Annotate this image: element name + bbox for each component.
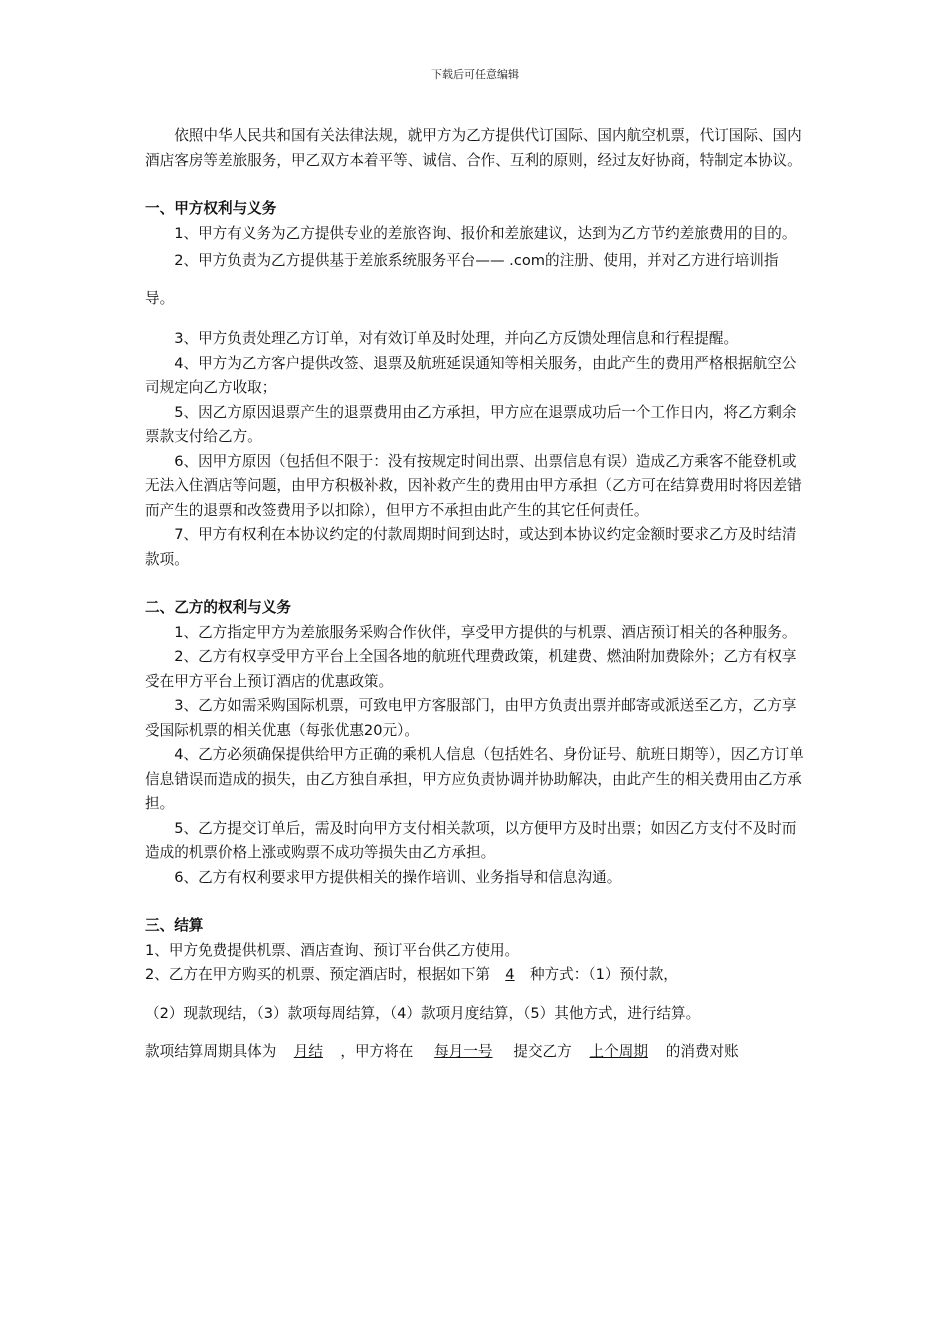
item2-suffix: 种方式：（1）预付款， xyxy=(529,966,678,983)
period-value: 月结 xyxy=(293,1043,323,1060)
period-suffix: 的消费对账 xyxy=(665,1043,739,1060)
page-header: 下载后可任意编辑 xyxy=(431,68,519,81)
section-1-item: 5、因乙方原因退票产生的退票费用由乙方承担，甲方应在退票成功后一个工作日内，将乙方剩余票款支付给乙方。 xyxy=(145,403,797,445)
period-mid: ，甲方将在 xyxy=(340,1043,414,1060)
period-prefix: 款项结算周期具体为 xyxy=(145,1043,277,1060)
section-2-item: 6、乙方有权利要求甲方提供相关的操作培训、业务指导和信息沟通。 xyxy=(174,868,622,886)
intro-paragraph: 依照中华人民共和国有关法律法规，就甲方为乙方提供代订国际、国内航空机票，代订国际、国内酒店客房等差旅服务，甲乙双方本着平等、诚信、合作、互利的原则，经过友好协商，特制定本协议。 xyxy=(145,127,802,169)
section-1-item: 2、甲方负责为乙方提供基于差旅系统服务平台—— .com的注册、使用，并对乙方进行培训指导。 xyxy=(145,252,779,307)
settlement-period-line xyxy=(145,1040,807,1065)
section-1-item: 4、甲方为乙方客户提供改签、退票及航班延误通知等相关服务，由此产生的费用严格根据航空公司规定向乙方收取； xyxy=(145,354,797,396)
section-1-item: 7、甲方有权利在本协议约定的付款周期时间到达时，或达到本协议约定金额时要求乙方及时结清款项。 xyxy=(145,526,797,568)
section-1-item: 6、因甲方原因（包括但不限于：没有按规定时间出票、出票信息有误）造成乙方乘客不能登机或无法入住酒店等问题，由甲方积极补救，因补救产生的费用由甲方承担（乙方可在结算费用时将因差错而产生的退票和改签费用予以扣除），但甲方不承担由此产生的其它任何责任。 xyxy=(145,452,802,519)
item2-prefix: 2、乙方在甲方购买的机票、预定酒店时，根据如下第 xyxy=(145,966,490,983)
section-2-item: 5、乙方提交订单后，需及时向甲方支付相关款项，以方便甲方及时出票；如因乙方支付不及时而造成的机票价格上涨或购票不成功等损失由乙方承担。 xyxy=(145,819,797,861)
section-1-item: 3、甲方负责处理乙方订单，对有效订单及时处理，并向乙方反馈处理信息和行程提醒。 xyxy=(174,330,739,347)
period-cycle: 上个周期 xyxy=(589,1043,648,1060)
section-1-title: 一、甲方权利与义务 xyxy=(145,200,277,217)
period-day: 每月一号 xyxy=(434,1043,493,1060)
section-1-item: 1、甲方有义务为乙方提供专业的差旅咨询、报价和差旅建议，达到为乙方节约差旅费用的目的。 xyxy=(174,224,797,242)
period-mid2: 提交乙方 xyxy=(513,1043,572,1060)
section-2-title: 二、乙方的权利与义务 xyxy=(145,599,291,616)
section-2-item: 3、乙方如需采购国际机票，可致电甲方客服部门，由甲方负责出票并邮寄或派送至乙方，乙方享受国际机票的相关优惠（每张优惠20元）。 xyxy=(145,697,797,739)
section-3-item-2 xyxy=(145,963,807,988)
section-2-item: 4、乙方必须确保提供给甲方正确的乘机人信息（包括姓名、身份证号、航班日期等），因乙方订单信息错误而造成的损失，由乙方独自承担，甲方应负责协调并协助解决，由此产生的相关费用由乙方承担。 xyxy=(145,746,804,812)
section-2-item: 2、乙方有权享受甲方平台上全国各地的航班代理费政策，机建费、燃油附加费除外；乙方有权享受在甲方平台上预订酒店的优惠政策。 xyxy=(145,648,797,690)
section-3-item-1: 1、甲方免费提供机票、酒店查询、预订平台供乙方使用。 xyxy=(145,941,520,959)
payment-method-number: 4 xyxy=(505,966,515,983)
section-3-title: 三、结算 xyxy=(145,917,204,934)
section-3-methods-line: （2）现款现结，（3）款项每周结算，（4）款项月度结算，（5）其他方式，进行结算。 xyxy=(145,1004,701,1022)
section-2-item: 1、乙方指定甲方为差旅服务采购合作伙伴，享受甲方提供的与机票、酒店预订相关的各种服务。 xyxy=(174,623,797,641)
document-body xyxy=(145,124,807,1065)
